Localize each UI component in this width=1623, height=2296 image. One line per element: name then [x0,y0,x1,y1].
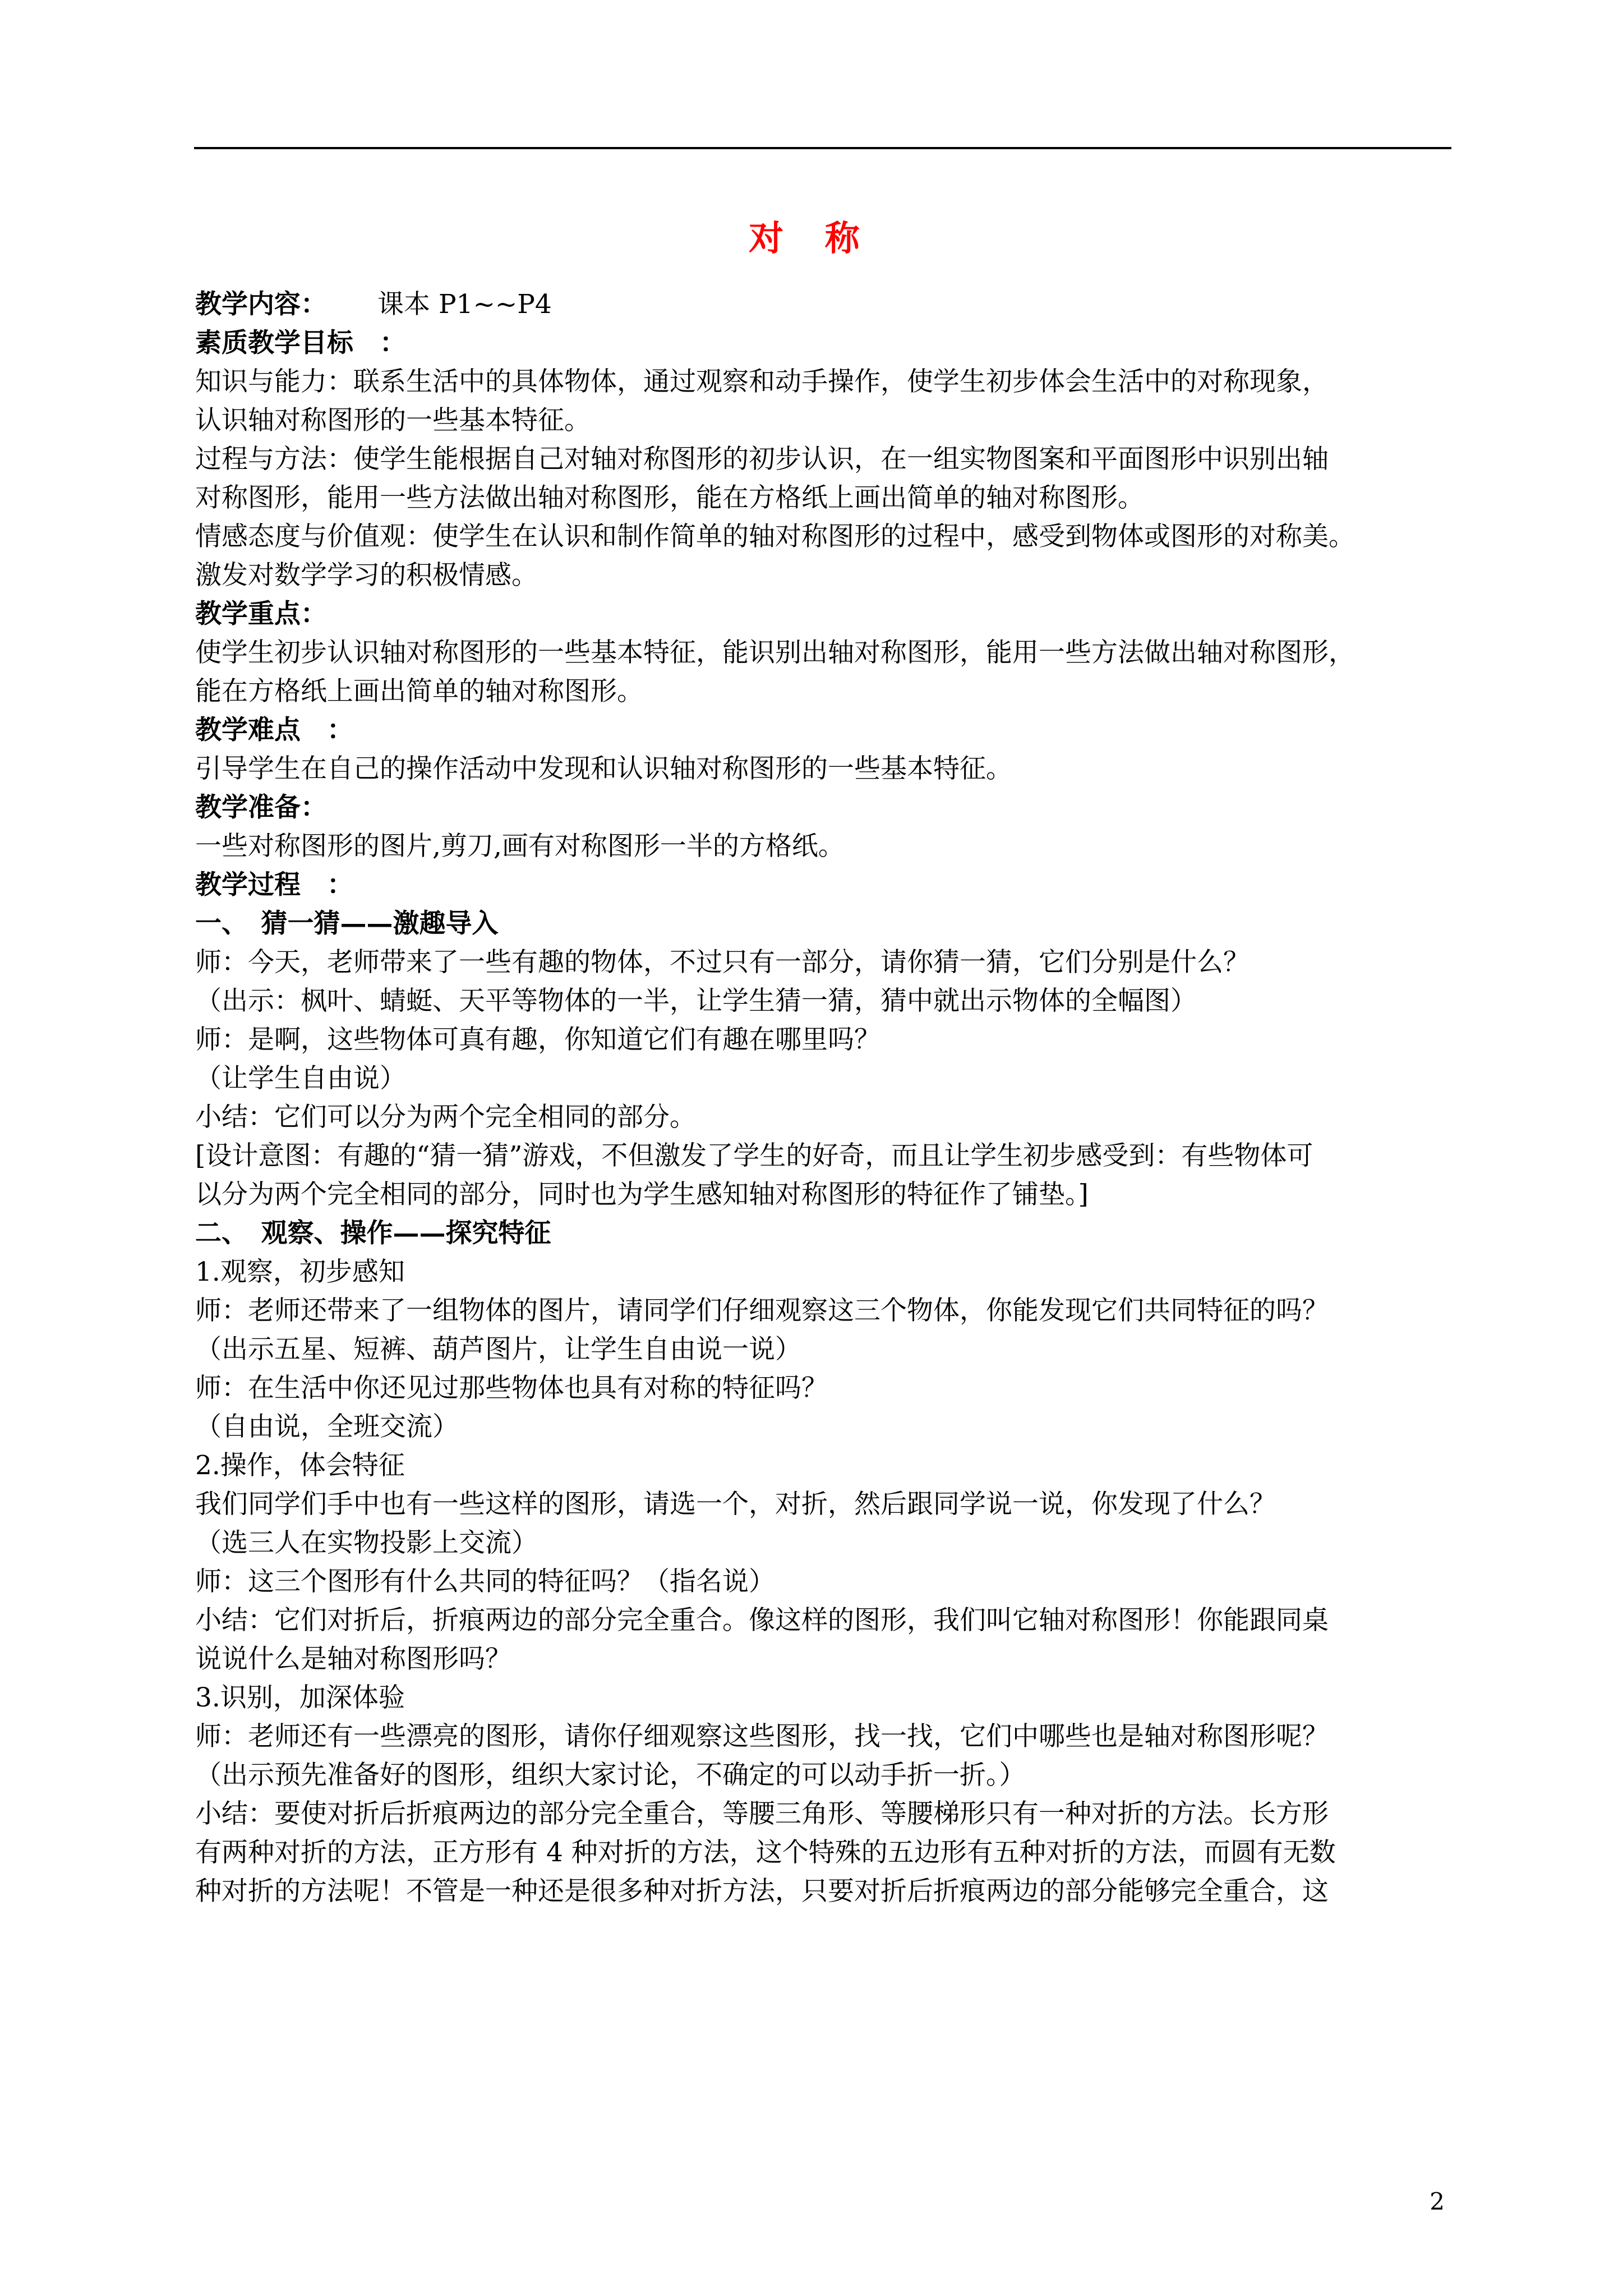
body-text-line: [设计意图：有趣的“猜一猜”游戏，不但激发了学生的好奇，而且让学生初步感受到：有些物体可 [195,1140,1313,1171]
body-text-line: 过程与方法：使学生能根据自己对轴对称图形的初步认识，在一组实物图案和平面图形中识别出轴 [195,444,1329,475]
body-text-line: 情感态度与价值观：使学生在认识和制作简单的轴对称图形的过程中，感受到物体或图形的对称美。 [195,521,1355,552]
body-text-line: 一些对称图形的图片,剪刀,画有对称图形一半的方格纸。 [195,831,845,862]
body-text-line: （出示预先准备好的图形，组织大家讨论，不确定的可以动手折一折。） [195,1760,1026,1791]
section-heading: 教学准备： [195,792,327,823]
body-text-line: 师：老师还带来了一组物体的图片，请同学们仔细观察这三个物体，你能发现它们共同特征的吗？ [195,1295,1329,1326]
body-text-line: 2.操作，体会特征 [195,1450,405,1481]
document-title: 对 称 [749,218,874,259]
body-text-line: 引导学生在自己的操作活动中发现和认识轴对称图形的一些基本特征。 [195,753,1012,784]
body-text-line: （选三人在实物投影上交流） [195,1527,538,1558]
body-text-line: 我们同学们手中也有一些这样的图形，请选一个，对折，然后跟同学说一说，你发现了什么？ [195,1489,1276,1520]
body-text-line: 使学生初步认识轴对称图形的一些基本特征，能识别出轴对称图形，能用一些方法做出轴对称图形， [195,637,1355,668]
body-text-line: （让学生自由说） [195,1063,406,1094]
section-heading: 教学难点 ： [195,715,353,746]
body-text-line: 种对折的方法呢！不管是一种还是很多种对折方法，只要对折后折痕两边的部分能够完全重合，这 [195,1876,1329,1907]
body-text-line: 3.识别，加深体验 [195,1682,405,1713]
body-text-line: 说说什么是轴对称图形吗？ [195,1644,511,1674]
body-text-line: 师：在生活中你还见过那些物体也具有对称的特征吗？ [195,1373,828,1404]
body-text-line: 师：这三个图形有什么共同的特征吗？（指名说） [195,1566,775,1597]
section-heading: 二、 观察、操作——探究特征 [195,1218,551,1249]
body-text-line: 认识轴对称图形的一些基本特征。 [195,405,591,436]
body-text-line: 小结：它们可以分为两个完全相同的部分。 [195,1102,696,1133]
page-number: 2 [1430,2188,1445,2215]
body-text-line: 小结：它们对折后，折痕两边的部分完全重合。像这样的图形，我们叫它轴对称图形！你能跟同桌 [195,1605,1329,1636]
body-text-line: 师：是啊，这些物体可真有趣，你知道它们有趣在哪里吗？ [195,1024,880,1055]
body-text-line: 能在方格纸上画出简单的轴对称图形。 [195,676,643,707]
document-body [195,285,1454,1911]
section-heading: 教学过程 ： [195,869,353,900]
header-rule [194,147,1451,149]
body-text-line: 师：老师还有一些漂亮的图形，请你仔细观察这些图形，找一找，它们中哪些也是轴对称图形呢？ [195,1721,1329,1752]
body-text-line: （出示：枫叶、蜻蜓、天平等物体的一半，让学生猜一猜，猜中就出示物体的全幅图） [195,986,1197,1016]
body-text-line: 1.观察，初步感知 [195,1257,405,1287]
body-text-line: 知识与能力：联系生活中的具体物体，通过观察和动手操作，使学生初步体会生活中的对称现象， [195,366,1329,397]
body-text-line: 小结：要使对折后折痕两边的部分完全重合，等腰三角形、等腰梯形只有一种对折的方法。长方形 [195,1798,1329,1829]
body-text-line: （出示五星、短裤、葫芦图片，让学生自由说一说） [195,1334,801,1365]
section-heading: 教学重点： [195,599,327,629]
body-text-line: 师：今天，老师带来了一些有趣的物体，不过只有一部分，请你猜一猜，它们分别是什么？ [195,947,1249,978]
body-text-line: 激发对数学学习的积极情感。 [195,560,538,591]
body-text-line: （自由说，全班交流） [195,1411,459,1442]
teaching-content-value: 课本 P1~~P4 [377,289,552,320]
section-heading: 一、 猜一猜——激趣导入 [195,908,499,939]
body-text-line: 以分为两个完全相同的部分，同时也为学生感知轴对称图形的特征作了铺垫。] [195,1179,1089,1210]
teaching-content-line [195,285,1454,324]
body-text-line: 有两种对折的方法，正方形有 4 种对折的方法，这个特殊的五边形有五种对折的方法，而圆有无数 [195,1837,1336,1868]
body-text-line: 对称图形，能用一些方法做出轴对称图形，能在方格纸上画出简单的轴对称图形。 [195,482,1144,513]
teaching-content-label: 教学内容： [195,289,327,320]
section-heading: 素质教学目标 ： [195,328,406,358]
